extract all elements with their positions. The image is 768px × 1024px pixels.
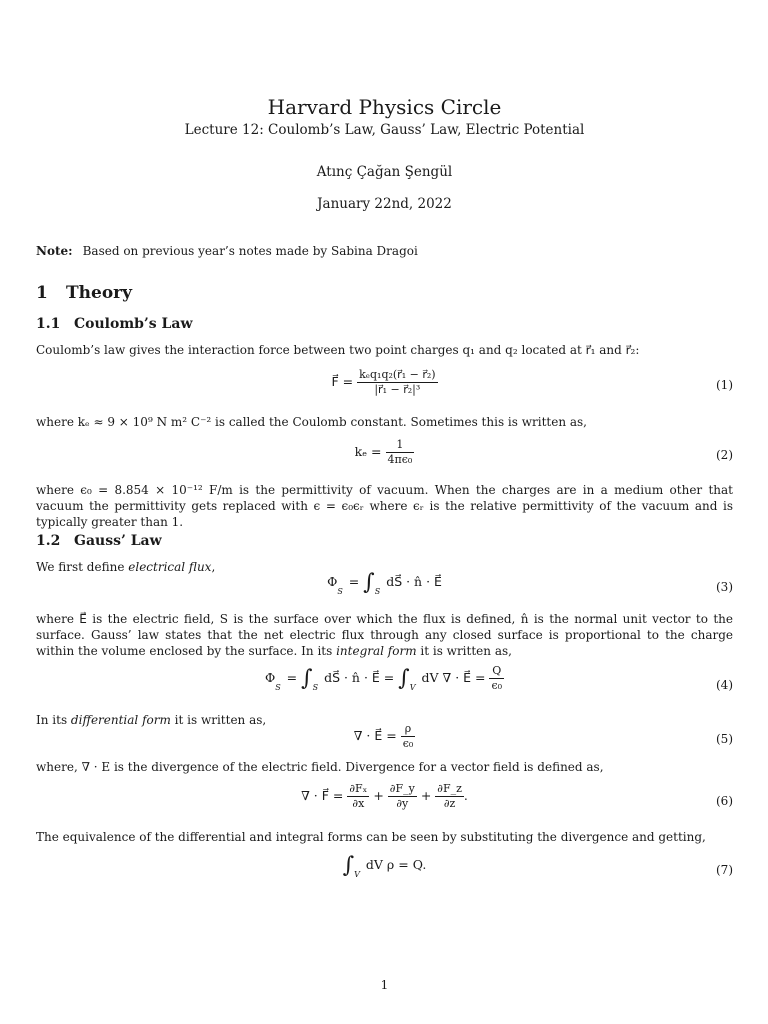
eq4-number: (4): [716, 678, 733, 692]
section-heading-theory: [36, 283, 132, 303]
eq6-denominator: ∂x: [352, 797, 365, 810]
equation-3: [36, 570, 733, 610]
eq1-numerator: kₑq₁q₂(r⃗₁ − r⃗₂): [359, 368, 436, 381]
eq4-fraction: [489, 664, 504, 693]
subsection-heading-coulomb: [36, 316, 193, 332]
subsection-title: Gauss’ Law: [74, 533, 162, 549]
eq3-phi-subscript: S: [337, 587, 343, 596]
eq4-phi-subscript: S: [275, 683, 281, 692]
note: [36, 244, 418, 258]
eq6-lhs: ∇ · F⃗ =: [301, 788, 344, 803]
eq6-numerator: ∂F_y: [389, 782, 415, 795]
eq7-rhs: dV ρ = Q.: [365, 857, 427, 872]
note-text: Based on previous year’s notes made by Sabina Dragoi: [82, 244, 418, 258]
eq3-rhs: dS⃗ · n̂ · E⃗: [386, 574, 442, 589]
text-run: In its: [36, 713, 71, 727]
page-number: 1: [380, 978, 389, 992]
eq7-number: (7): [716, 863, 733, 877]
eq6-denominator: ∂y: [396, 797, 409, 810]
integral-subscript: V: [409, 683, 416, 692]
equation-2: [36, 438, 733, 478]
equation-7: [36, 853, 733, 893]
eq6-denominator: ∂z: [443, 797, 456, 810]
eq1-denominator: |r⃗₁ − r⃗₂|³: [374, 383, 421, 396]
eq4-middle2: dV ∇ · E⃗ =: [421, 670, 486, 685]
equation-6: [36, 782, 733, 822]
paragraph-permittivity: where ϵ₀ = 8.854 × 10⁻¹² F/m is the permittivity of vacuum. When the charges are in a medium other that vacuum the permittivity gets replaced with ϵ = ϵ₀ϵᵣ where ϵᵣ is the relative permittivity of the vacuum and is typically greater than 1.: [36, 483, 733, 529]
paragraph-gauss-law: [36, 611, 733, 659]
subsection-title: Coulomb’s Law: [74, 316, 193, 332]
equation-1: [36, 368, 733, 408]
emphasis-integral-form: integral form: [336, 644, 417, 658]
eq1-lhs: F⃗ =: [331, 374, 354, 389]
section-number: 1: [36, 283, 48, 303]
eq2-numerator: 1: [386, 438, 415, 453]
integral-sign: ∫: [363, 570, 375, 595]
eq6-fraction-y: [388, 782, 417, 811]
text-run: it is written as,: [416, 644, 512, 658]
eq1-number: (1): [716, 378, 733, 392]
subsection-heading-gauss: [36, 533, 162, 549]
eq2-number: (2): [716, 448, 733, 462]
eq5-number: (5): [716, 732, 733, 746]
eq6-plus: +: [420, 788, 432, 803]
subsection-number: 1.1: [36, 316, 61, 332]
eq6-fraction-z: [435, 782, 464, 811]
eq4-middle: dS⃗ · n̂ · E⃗ =: [324, 670, 395, 685]
integral-sign: ∫: [398, 666, 410, 691]
subsection-number: 1.2: [36, 533, 61, 549]
eq3-phi: Φ: [327, 574, 338, 589]
paragraph-divergence: where, ∇ · E is the divergence of the electric field. Divergence for a vector field is defined as,: [36, 760, 604, 774]
eq6-numerator: ∂F_z: [437, 782, 462, 795]
eq4-numerator: Q: [489, 664, 504, 679]
eq6-plus: +: [373, 788, 384, 803]
eq5-lhs: ∇ · E⃗ =: [353, 728, 397, 743]
eq6-fraction-x: [347, 782, 369, 811]
eq5-denominator: ϵ₀: [402, 737, 414, 750]
eq4-equals: =: [286, 670, 298, 685]
eq2-fraction: [386, 438, 415, 467]
note-label: Note:: [36, 244, 73, 258]
date: January 22nd, 2022: [317, 196, 452, 212]
document-page: [36, 0, 733, 1024]
eq2-denominator: 4πϵ₀: [387, 453, 413, 466]
emphasis-differential-form: differential form: [70, 713, 171, 727]
author: Atınç Çağan Şengül: [316, 164, 453, 180]
eq5-fraction: [401, 722, 416, 751]
eq6-numerator: ∂Fₓ: [349, 782, 368, 795]
document-subtitle: Lecture 12: Coulomb’s Law, Gauss’ Law, Electric Potential: [184, 122, 585, 138]
paragraph-equivalence: The equivalence of the differential and integral forms can be seen by substituting the divergence and getting,: [36, 830, 706, 844]
eq6-period: .: [463, 788, 468, 803]
integral-sign: ∫: [342, 853, 355, 878]
section-title: Theory: [66, 283, 132, 303]
eq5-numerator: ρ: [401, 722, 416, 737]
paragraph-coulomb-constant: where kₑ ≈ 9 × 10⁹ N m² C⁻² is called the Coulomb constant. Sometimes this is written as,: [36, 415, 587, 429]
integral-sign: ∫: [301, 666, 313, 691]
text-run: We first define: [36, 560, 129, 574]
emphasis-electrical-flux: electrical flux: [128, 560, 212, 574]
document-title: Harvard Physics Circle: [267, 95, 502, 119]
text-run: it is written as,: [170, 713, 267, 727]
eq4-phi: Φ: [264, 670, 276, 685]
text-run: ,: [211, 560, 216, 574]
equation-4: [36, 664, 733, 704]
eq3-equals: =: [348, 574, 360, 589]
integral-subscript: S: [312, 683, 319, 692]
eq3-number: (3): [716, 580, 733, 594]
eq2-lhs: kₑ =: [354, 444, 382, 459]
text-run: where E⃗ is the electric field, S is the surface over which the flux is defined, n̂ is the normal unit vector to the surface. Gauss’ law states that the net electric flux through any closed surface is proportional to the charge within the volume enclosed by the surface. In its: [36, 612, 733, 658]
eq6-number: (6): [716, 794, 733, 808]
integral-subscript: V: [354, 870, 360, 879]
eq4-denominator: ϵ₀: [491, 679, 503, 692]
eq1-fraction: [357, 368, 437, 397]
integral-subscript: S: [374, 587, 381, 596]
equation-5: [36, 722, 733, 762]
paragraph-coulomb-intro: Coulomb’s law gives the interaction force between two point charges q₁ and q₂ located at r⃗₁ and r⃗₂:: [36, 343, 640, 357]
